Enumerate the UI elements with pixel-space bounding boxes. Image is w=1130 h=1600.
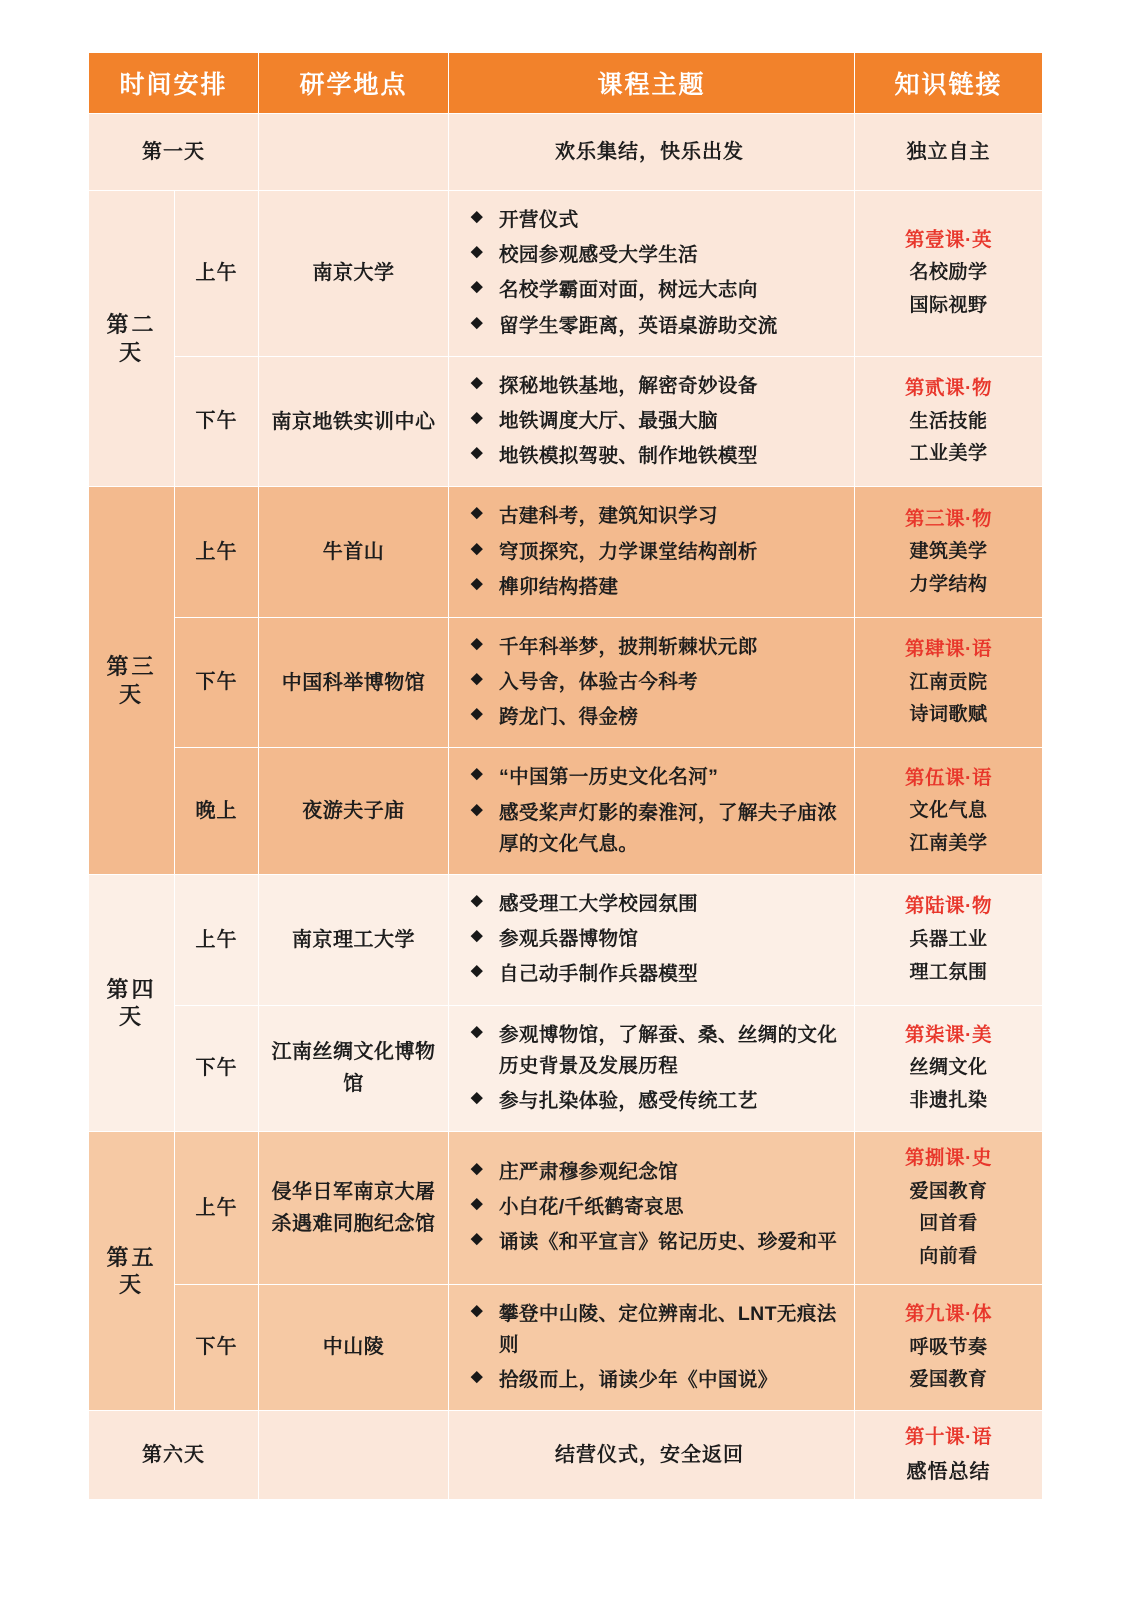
day-label: 第一天 bbox=[89, 114, 259, 191]
knowledge-link-title: 第三课·物 bbox=[905, 507, 993, 530]
knowledge-link-line: 丝绸文化 bbox=[909, 1057, 988, 1079]
table-row bbox=[89, 487, 1043, 618]
knowledge-link-cell bbox=[855, 748, 1043, 875]
table-row bbox=[89, 1411, 1043, 1500]
theme-item-list bbox=[463, 1020, 842, 1118]
day-label: 第五天 bbox=[89, 1132, 175, 1411]
table-row bbox=[89, 748, 1043, 875]
theme-item-list bbox=[463, 1157, 842, 1259]
research-study-schedule-table bbox=[88, 52, 1043, 1500]
place-cell: 侵华日军南京大屠杀遇难同胞纪念馆 bbox=[259, 1132, 449, 1285]
knowledge-link-cell bbox=[855, 114, 1043, 191]
theme-cell: 结营仪式，安全返回 bbox=[449, 1411, 855, 1500]
theme-item-list bbox=[463, 501, 842, 603]
theme-item: ◆ 跨龙门、得金榜 bbox=[463, 702, 842, 733]
time-of-day-label: 下午 bbox=[175, 1284, 259, 1411]
day-label: 第三天 bbox=[89, 487, 175, 875]
knowledge-link-line: 向前看 bbox=[919, 1246, 978, 1267]
knowledge-link-line: 名校励学 bbox=[909, 262, 988, 284]
theme-item-list bbox=[463, 889, 842, 991]
time-of-day-label: 下午 bbox=[175, 1005, 259, 1132]
place-cell: 江南丝绸文化博物馆 bbox=[259, 1005, 449, 1132]
time-of-day-label: 下午 bbox=[175, 356, 259, 487]
knowledge-link-line: 生活技能 bbox=[909, 410, 988, 432]
table-row bbox=[89, 617, 1043, 748]
theme-item-list bbox=[463, 632, 842, 734]
knowledge-link-line: 国际视野 bbox=[909, 295, 988, 317]
time-of-day-label: 上午 bbox=[175, 875, 259, 1006]
column-header-theme: 课程主题 bbox=[449, 53, 855, 114]
theme-item-list bbox=[463, 205, 842, 342]
theme-item: ◆ 自己动手制作兵器模型 bbox=[463, 959, 842, 990]
knowledge-link-title: 第肆课·语 bbox=[905, 638, 993, 661]
knowledge-link-line: 爱国教育 bbox=[909, 1180, 988, 1202]
theme-item: ◆ 千年科举梦，披荆斩棘状元郎 bbox=[463, 632, 842, 663]
knowledge-link-cell bbox=[855, 1132, 1043, 1285]
place-cell: 南京理工大学 bbox=[259, 875, 449, 1006]
table-body bbox=[89, 114, 1043, 1500]
knowledge-link-line: 江南贡院 bbox=[909, 671, 988, 693]
knowledge-link-cell bbox=[855, 487, 1043, 618]
place-cell: 南京大学 bbox=[259, 191, 449, 357]
time-of-day-label: 晚上 bbox=[175, 748, 259, 875]
knowledge-link-cell bbox=[855, 356, 1043, 487]
table-row bbox=[89, 1132, 1043, 1285]
knowledge-link-cell bbox=[855, 1284, 1043, 1411]
place-cell-empty bbox=[259, 1411, 449, 1500]
table-header bbox=[89, 53, 1043, 114]
place-cell: 夜游夫子庙 bbox=[259, 748, 449, 875]
knowledge-link-title: 第陆课·物 bbox=[905, 895, 993, 918]
theme-cell: 欢乐集结，快乐出发 bbox=[449, 114, 855, 191]
theme-item: ◆ 穹顶探究，力学课堂结构剖析 bbox=[463, 537, 842, 568]
knowledge-link-cell bbox=[855, 1411, 1043, 1500]
theme-item: ◆ 拾级而上，诵读少年《中国说》 bbox=[463, 1365, 842, 1396]
theme-item: ◆ 地铁模拟驾驶、制作地铁模型 bbox=[463, 441, 842, 472]
knowledge-link-title: 第捌课·史 bbox=[905, 1147, 993, 1170]
knowledge-link-line: 呼吸节奏 bbox=[909, 1336, 988, 1358]
column-header-time: 时间安排 bbox=[89, 53, 259, 114]
theme-cell bbox=[449, 1284, 855, 1411]
knowledge-link-cell bbox=[855, 191, 1043, 357]
theme-item-list bbox=[463, 762, 842, 860]
theme-item: ◆ 留学生零距离，英语桌游助交流 bbox=[463, 311, 842, 342]
knowledge-link-line: 力学结构 bbox=[909, 573, 988, 595]
theme-item-list bbox=[463, 371, 842, 473]
table-row bbox=[89, 875, 1043, 1006]
theme-item-list bbox=[463, 1299, 842, 1397]
place-cell-empty bbox=[259, 114, 449, 191]
theme-item: ◆ 诵读《和平宣言》铭记历史、珍爱和平 bbox=[463, 1227, 842, 1258]
knowledge-link-title: 第壹课·英 bbox=[905, 228, 993, 251]
theme-cell bbox=[449, 617, 855, 748]
column-header-link: 知识链接 bbox=[855, 53, 1043, 114]
theme-cell bbox=[449, 487, 855, 618]
theme-cell bbox=[449, 1132, 855, 1285]
theme-item: ◆ 参与扎染体验，感受传统工艺 bbox=[463, 1086, 842, 1117]
theme-item: ◆ 攀登中山陵、定位辨南北、LNT无痕法则 bbox=[463, 1299, 842, 1361]
theme-cell bbox=[449, 191, 855, 357]
day-label: 第二天 bbox=[89, 191, 175, 487]
place-cell: 中国科举博物馆 bbox=[259, 617, 449, 748]
time-of-day-label: 上午 bbox=[175, 191, 259, 357]
place-cell: 南京地铁实训中心 bbox=[259, 356, 449, 487]
theme-item: ◆ 感受理工大学校园氛围 bbox=[463, 889, 842, 920]
knowledge-link-title: 第柒课·美 bbox=[905, 1023, 993, 1046]
theme-item: ◆ 名校学霸面对面，树远大志向 bbox=[463, 275, 842, 306]
theme-item: ◆ 榫卯结构搭建 bbox=[463, 572, 842, 603]
knowledge-link-line: 兵器工业 bbox=[909, 928, 988, 950]
theme-item: ◆ 小白花/千纸鹤寄哀思 bbox=[463, 1192, 842, 1223]
theme-cell bbox=[449, 356, 855, 487]
table-row bbox=[89, 1005, 1043, 1132]
theme-cell bbox=[449, 1005, 855, 1132]
knowledge-link-cell bbox=[855, 617, 1043, 748]
time-of-day-label: 上午 bbox=[175, 1132, 259, 1285]
theme-item: ◆ 入号舍，体验古今科考 bbox=[463, 667, 842, 698]
knowledge-link-line: 江南美学 bbox=[909, 832, 988, 854]
time-of-day-label: 下午 bbox=[175, 617, 259, 748]
knowledge-link-line: 诗词歌赋 bbox=[909, 704, 988, 726]
theme-item: ◆ 参观博物馆，了解蚕、桑、丝绸的文化历史背景及发展历程 bbox=[463, 1020, 842, 1082]
table-row bbox=[89, 191, 1043, 357]
theme-item: ◆ 古建科考，建筑知识学习 bbox=[463, 501, 842, 532]
theme-item: ◆ 感受桨声灯影的秦淮河，了解夫子庙浓厚的文化气息。 bbox=[463, 798, 842, 860]
knowledge-link-cell bbox=[855, 875, 1043, 1006]
table-row bbox=[89, 356, 1043, 487]
day-label: 第四天 bbox=[89, 875, 175, 1132]
time-of-day-label: 上午 bbox=[175, 487, 259, 618]
knowledge-link-line: 独立自主 bbox=[906, 140, 991, 163]
place-cell: 中山陵 bbox=[259, 1284, 449, 1411]
knowledge-link-line: 感悟总结 bbox=[906, 1460, 991, 1483]
knowledge-link-line: 回首看 bbox=[919, 1213, 978, 1235]
theme-item: ◆ 探秘地铁基地，解密奇妙设备 bbox=[463, 371, 842, 402]
table-row bbox=[89, 1284, 1043, 1411]
table-header-row bbox=[89, 53, 1043, 114]
theme-cell bbox=[449, 748, 855, 875]
knowledge-link-line: 建筑美学 bbox=[909, 541, 988, 563]
knowledge-link-cell bbox=[855, 1005, 1043, 1132]
knowledge-link-line: 爱国教育 bbox=[909, 1369, 988, 1391]
day-label: 第六天 bbox=[89, 1411, 259, 1500]
place-cell: 牛首山 bbox=[259, 487, 449, 618]
table-row bbox=[89, 114, 1043, 191]
theme-item: ◆ 地铁调度大厅、最强大脑 bbox=[463, 406, 842, 437]
theme-item: ◆ “中国第一历史文化名河” bbox=[463, 762, 842, 793]
knowledge-link-title: 第十课·语 bbox=[905, 1426, 993, 1449]
knowledge-link-line: 工业美学 bbox=[909, 443, 988, 465]
column-header-place: 研学地点 bbox=[259, 53, 449, 114]
theme-cell bbox=[449, 875, 855, 1006]
knowledge-link-line: 文化气息 bbox=[909, 800, 988, 822]
knowledge-link-line: 理工氛围 bbox=[909, 961, 988, 983]
theme-item: ◆ 参观兵器博物馆 bbox=[463, 924, 842, 955]
theme-item: ◆ 校园参观感受大学生活 bbox=[463, 240, 842, 271]
theme-item: ◆ 开营仪式 bbox=[463, 205, 842, 236]
knowledge-link-title: 第贰课·物 bbox=[905, 377, 993, 400]
knowledge-link-title: 第九课·体 bbox=[905, 1303, 993, 1326]
theme-item: ◆ 庄严肃穆参观纪念馆 bbox=[463, 1157, 842, 1188]
knowledge-link-title: 第伍课·语 bbox=[905, 766, 993, 789]
knowledge-link-line: 非遗扎染 bbox=[909, 1090, 988, 1112]
